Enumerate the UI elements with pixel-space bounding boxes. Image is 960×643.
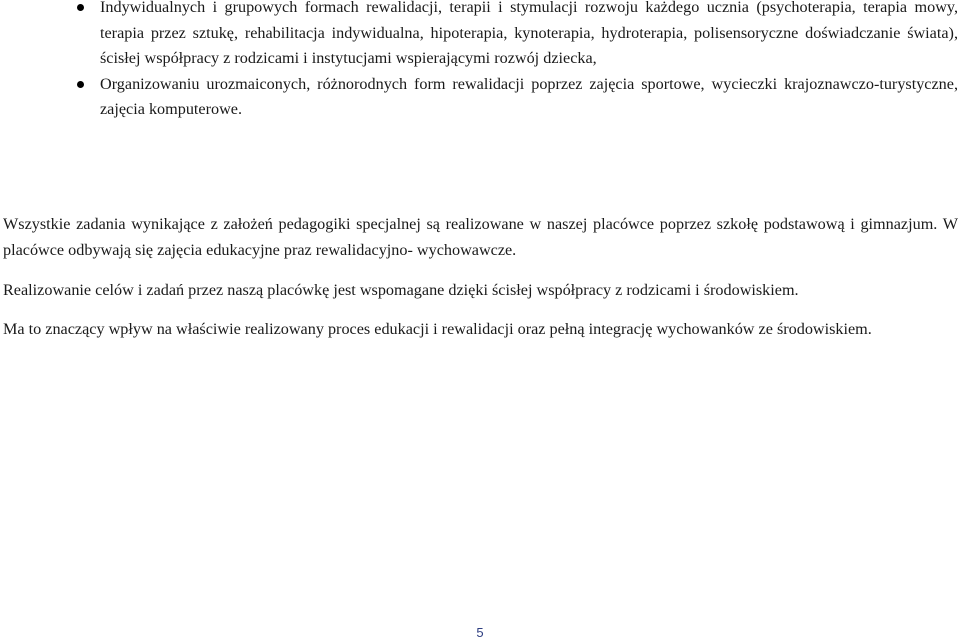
bullet-item [0, 72, 960, 123]
paragraph: Realizowanie celów i zadań przez naszą placówkę jest wspomagane dzięki ścisłej współpracy z rodzicami i środowiskiem. [3, 281, 799, 299]
bullet-text: Indywidualnych i grupowych formach rewalidacji, terapii i stymulacji rozwoju każdego ucznia (psychoterapia, terapia mowy, terapia przez sztukę, rehabilitacja indywidualna, hipoterapia, kynoterapia, hydroterapia, polisensoryczne doświadczanie świata), ścisłej współpracy z rodzicami i instytucjami wspierającymi rozwój dziecka, [100, 0, 958, 67]
paragraph: Ma to znaczący wpływ na właściwie realizowany proces edukacji i rewalidacji oraz pełną integrację wychowanków ze środowiskiem. [3, 320, 872, 338]
page-number: 5 [476, 625, 484, 640]
bullet-dot-icon [77, 81, 84, 88]
paragraph: Wszystkie zadania wynikające z założeń pedagogiki specjalnej są realizowane w naszej placówce poprzez szkołę podstawową i gimnazjum. W placówce odbywają się zajęcia edukacyjne praz rewalidacyjno- wychowawcze. [3, 215, 958, 259]
bullet-text: Organizowaniu urozmaiconych, różnorodnych form rewalidacji poprzez zajęcia sportowe, wycieczki krajoznawczo-turystyczne, zajęcia komputerowe. [100, 74, 958, 118]
bullet-dot-icon [77, 4, 84, 11]
bullet-list [0, 0, 960, 123]
bullet-item [0, 0, 960, 72]
